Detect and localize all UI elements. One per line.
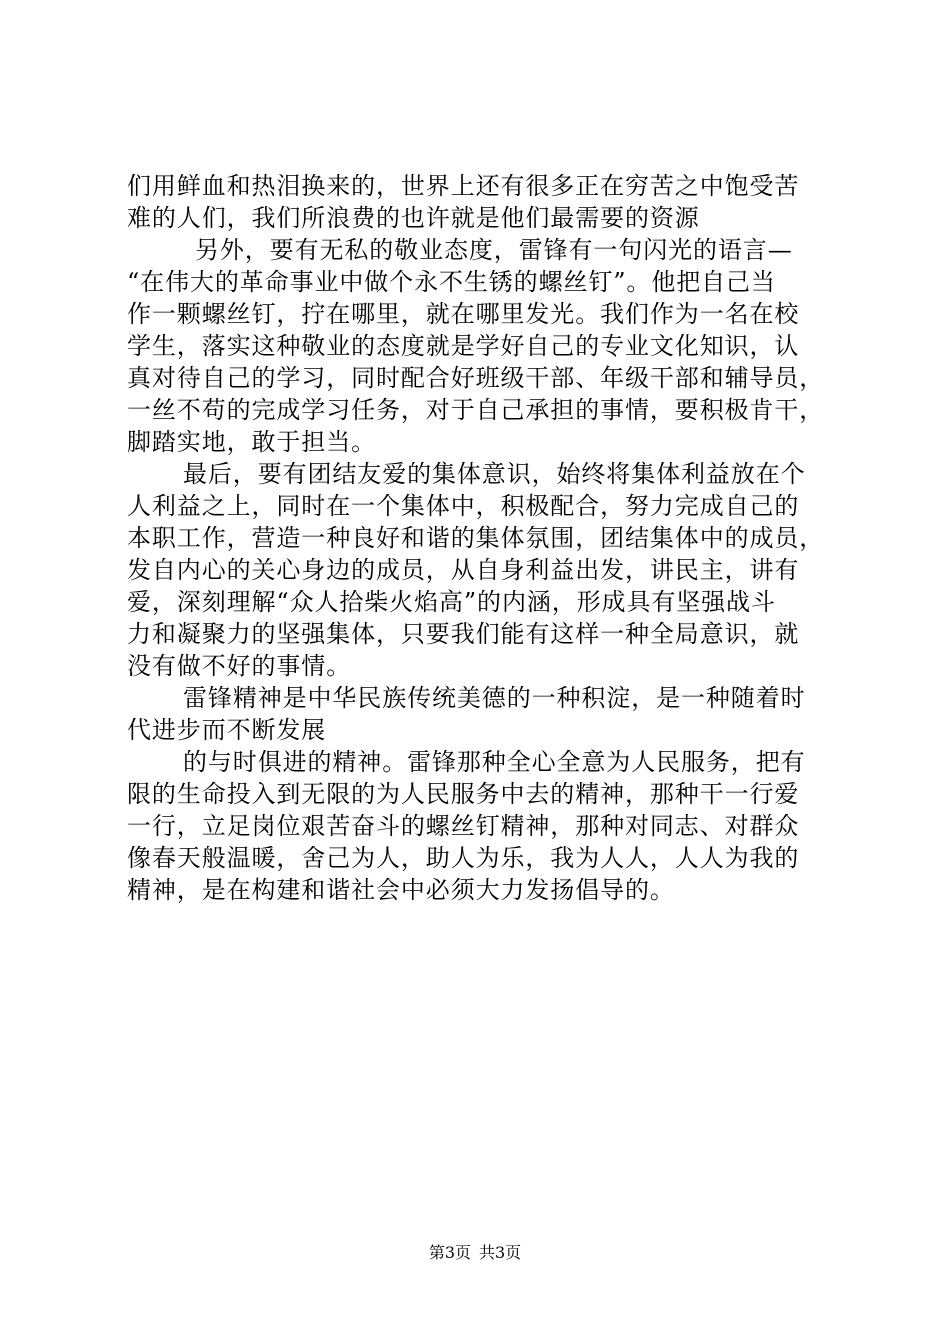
- text-line: 限的生命投入到无限的为人民服务中去的精神，那种干一行爱: [127, 780, 800, 808]
- text-line: 本职工作，营造一种良好和谐的集体氛围，团结集体中的成员，: [127, 524, 825, 552]
- text-line: 代进步而不断发展: [127, 716, 327, 744]
- text-line: 力和凝聚力的坚强集体，只要我们能有这样一种全局意识，就: [127, 620, 800, 648]
- text-line: 作一颗螺丝钉，拧在哪里，就在哪里发光。我们作为一名在校: [127, 300, 800, 328]
- text-line: 爱，深刻理解“众人拾柴火焰高”的内涵，形成具有坚强战斗: [127, 588, 776, 616]
- page-number: 第3页: [428, 1243, 471, 1262]
- text-line: 没有做不好的事情。: [127, 652, 352, 680]
- text-line: 一丝不苟的完成学习任务，对于自己承担的事情，要积极肯干，: [127, 396, 825, 424]
- text-line: “在伟大的革命事业中做个永不生锈的螺丝钉”。他把自己当: [127, 268, 776, 296]
- text-line: 真对待自己的学习，同时配合好班级干部、年级干部和辅导员，: [127, 364, 825, 392]
- text-line: 精神，是在构建和谐社会中必须大力发扬倡导的。: [127, 876, 675, 904]
- text-line: 们用鲜血和热泪换来的，世界上还有很多正在穷苦之中饱受苦: [127, 172, 800, 200]
- text-line: 发自内心的关心身边的成员，从自身利益出发，讲民主，讲有: [127, 556, 800, 584]
- text-line: 像春天般温暖，舍己为人，助人为乐，我为人人，人人为我的: [127, 844, 800, 872]
- text-line: 脚踏实地，敢于担当。: [127, 428, 376, 456]
- paragraph-start-line: 雷锋精神是中华民族传统美德的一种积淀，是一种随着时: [183, 684, 806, 712]
- document-body: [127, 170, 847, 906]
- text-line: 人利益之上，同时在一个集体中，积极配合，努力完成自己的: [127, 492, 800, 520]
- paragraph-start-line: 另外，要有无私的敬业态度，雷锋有一句闪光的语言—: [195, 236, 793, 264]
- text-line: 学生，落实这种敬业的态度就是学好自己的专业文化知识，认: [127, 332, 800, 360]
- paragraph-start-line: 的与时俱进的精神。雷锋那种全心全意为人民服务，把有: [183, 748, 806, 776]
- paragraph-start-line: 最后，要有团结友爱的集体意识，始终将集体利益放在个: [183, 460, 806, 488]
- page-footer: [0, 1243, 950, 1263]
- text-line: 难的人们，我们所浪费的也许就是他们最需要的资源: [127, 204, 700, 232]
- page-total: 共3页: [479, 1243, 522, 1262]
- text-line: 一行，立足岗位艰苦奋斗的螺丝钉精神，那种对同志、对群众: [127, 812, 800, 840]
